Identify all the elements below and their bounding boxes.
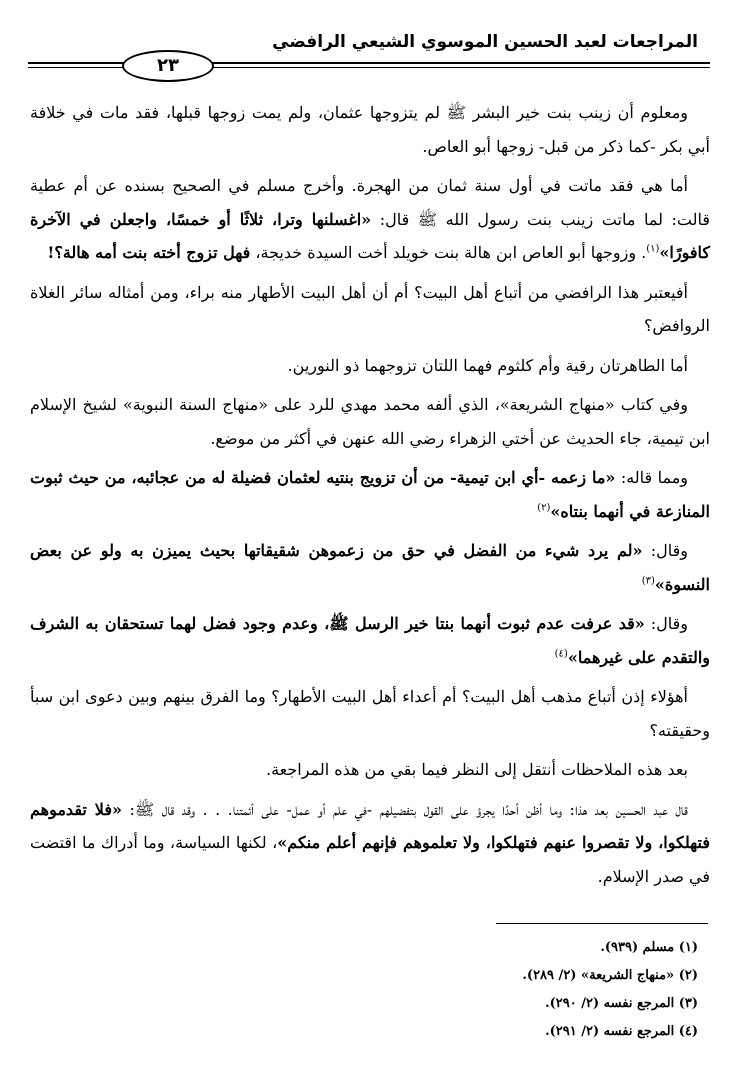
footnote-ref-1: (١): [646, 243, 660, 255]
paragraph-11-text-b: ، لكنها السياسة، وما أدراك ما اقتضت في صدر الإسلام.: [30, 833, 710, 886]
footnote-4: (٤) المرجع نفسه (٢/ ٢٩١).: [545, 1024, 698, 1039]
footnote-ref-2: (٢): [537, 502, 551, 514]
page-number: ٢٣: [122, 50, 214, 82]
quote-minhaj-3: «قد عرفت عدم ثبوت أنهما بنتا خير الرسل ﷺ، وعدم وجود فضل لهما تستحقان به الشرف والتقدم على غيرهما»: [30, 614, 710, 667]
main-text: [30, 96, 710, 899]
paragraph-2-question: فهل تزوج أخته بنت أمه هالة؟!: [47, 243, 251, 262]
footnote-2: (٢) «منهاج الشريعة» (٢/ ٢٨٩).: [522, 968, 698, 983]
footnote-ref-3: (٣): [641, 575, 655, 587]
paragraph-7: [30, 534, 710, 601]
paragraph-6: [30, 461, 710, 528]
footnote-3: (٣) المرجع نفسه (٢/ ٢٩٠).: [545, 996, 698, 1011]
paragraph-8: [30, 607, 710, 674]
paragraph-2-text-a: أما هي فقد ماتت في أول سنة ثمان من الهجرة. وأخرج مسلم في الصحيح بسنده عن أم عطية قالت: لما ماتت زينب بنت رسول الله ﷺ قال:: [30, 176, 710, 229]
paragraph-4: أما الطاهرتان رقية وأم كلثوم فهما اللتان تزوجهما ذو النورين.: [287, 355, 688, 375]
paragraph-8-lead: وقال:: [644, 614, 688, 633]
paragraph-6-lead: ومما قاله:: [615, 468, 688, 487]
running-header-title: المراجعات لعبد الحسين الموسوي الشيعي الرافضي: [272, 32, 698, 52]
paragraph-9: أهؤلاء إذن أتباع مذهب أهل البيت؟ أم أعداء أهل البيت الأطهار؟ وما الفرق بينهم وبين دعوى ابن سبأ وحقيقته؟: [30, 687, 710, 740]
hadith-quote-2: «فلا تقدموهم فتهلكوا، ولا تقصروا عنهم فتهلكوا، ولا تعلموهم فإنهم أعلم منكم»: [30, 799, 711, 852]
paragraph-3: أفيعتبر هذا الرافضي من أتباع أهل البيت؟ أم أن أهل البيت الأطهار منه براء، ومن أمثاله سائر الغلاة الروافض؟: [30, 282, 710, 335]
footnote-separator: [496, 923, 708, 924]
footnote-1: (١) مسلم (٩٣٩).: [600, 940, 698, 955]
paragraph-11: [30, 793, 710, 894]
paragraph-11-text-a: قال عبد الحسين بعد هذا: وما أظن أحدًا يجرؤ على القول بتفضيلهم -في علم أو عمل- على أئمتنا. . . وقد قال ﷺ:: [122, 799, 688, 819]
footnotes: [58, 934, 698, 1046]
paragraph-7-lead: وقال:: [642, 541, 688, 560]
paragraph-5: وفي كتاب «منهاج الشريعة»، الذي ألفه محمد مهدي للرد على «منهاج السنة النبوية» لشيخ الإسلام ابن تيمية، جاء الحديث عن أختي الزهراء رضي الله عنهن في أكثر من موضع.: [30, 395, 710, 448]
paragraph-10: بعد هذه الملاحظات أنتقل إلى النظر فيما بقي من هذه المراجعة.: [266, 760, 688, 779]
paragraph-2: [30, 169, 710, 270]
quote-minhaj-2: «لم يرد شيء من الفضل في حق من زعموهن شقيقاتها بحيث يميزن به ولو عن بعض النسوة»: [30, 541, 710, 594]
paragraph-2-text-b: . وزوجها أبو العاص ابن هالة بنت خويلد أخت السيدة خديجة،: [250, 243, 647, 262]
footnote-ref-4: (٤): [554, 648, 568, 660]
paragraph-1: ومعلوم أن زينب بنت خير البشر ﷺ لم يتزوجها عثمان، ولم يمت زوجها قبلها، فقد مات في خلافة أبي بكر -كما ذكر من قبل- زوجها أبو العاص.: [30, 103, 710, 156]
hadith-quote: «اغسلنها وترا، ثلاثًا أو خمسًا، واجعلن في الآخرة كافورًا»: [30, 209, 710, 262]
quote-minhaj-1: «ما زعمه -أي ابن تيمية- من أن تزويج بنتيه لعثمان فضيلة له من عجائبه، من حيث ثبوت المنازعة في أنهما بنتاه»: [30, 468, 710, 521]
